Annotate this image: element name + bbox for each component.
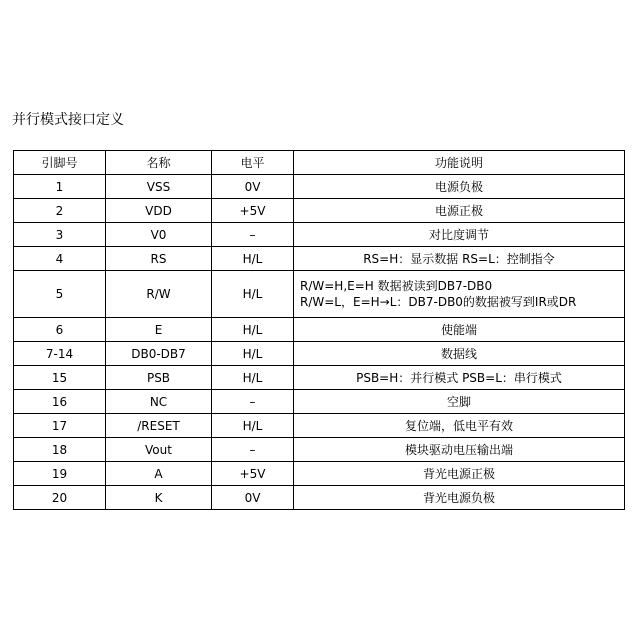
pin-name-cell: RS xyxy=(106,247,212,271)
function-text: 电源负极 xyxy=(434,179,483,194)
level-cell: H/L xyxy=(212,366,294,390)
table-row xyxy=(14,414,625,438)
pin-number-cell: 4 xyxy=(14,247,106,271)
table-row xyxy=(14,390,625,414)
pin-number-cell: 17 xyxy=(14,414,106,438)
table-row xyxy=(14,318,625,342)
header-level: 电平 xyxy=(212,151,294,175)
level-cell: +5V xyxy=(212,462,294,486)
level-cell: +5V xyxy=(212,199,294,223)
header-function: 功能说明 xyxy=(294,151,625,175)
level-cell: 0V xyxy=(212,175,294,199)
function-text: R/W=H,E=H 数据被读到DB7-DB0 xyxy=(300,279,493,293)
pin-number-cell: 16 xyxy=(14,390,106,414)
table-row xyxy=(14,199,625,223)
function-text: 背光电源负极 xyxy=(422,490,495,505)
pin-number-cell: 19 xyxy=(14,462,106,486)
function-cell xyxy=(294,390,625,414)
table-row xyxy=(14,342,625,366)
pin-name-cell: DB0-DB7 xyxy=(106,342,212,366)
function-cell xyxy=(294,486,625,510)
function-cell xyxy=(294,462,625,486)
function-text: RS=H：显示数据 RS=L：控制指令 xyxy=(363,251,555,266)
function-cell xyxy=(294,199,625,223)
pin-number-cell: 15 xyxy=(14,366,106,390)
pin-name-cell: /RESET xyxy=(106,414,212,438)
function-cell xyxy=(294,414,625,438)
function-cell xyxy=(294,247,625,271)
function-text: PSB=H：并行模式 PSB=L：串行模式 xyxy=(356,370,562,385)
pin-name-cell: VSS xyxy=(106,175,212,199)
pin-number-cell: 20 xyxy=(14,486,106,510)
table-body xyxy=(14,175,625,510)
table-row xyxy=(14,271,625,318)
level-cell: – xyxy=(212,223,294,247)
header-row xyxy=(14,151,625,175)
header-name: 名称 xyxy=(106,151,212,175)
pin-name-cell: R/W xyxy=(106,271,212,318)
level-cell: H/L xyxy=(212,342,294,366)
table-header xyxy=(14,151,625,175)
function-text: 对比度调节 xyxy=(428,227,489,242)
function-cell xyxy=(294,318,625,342)
level-cell: H/L xyxy=(212,247,294,271)
pin-number-cell: 6 xyxy=(14,318,106,342)
pin-number-cell: 2 xyxy=(14,199,106,223)
pin-name-cell: Vout xyxy=(106,438,212,462)
function-cell xyxy=(294,366,625,390)
pin-name-cell: V0 xyxy=(106,223,212,247)
table-row xyxy=(14,438,625,462)
table-row xyxy=(14,486,625,510)
level-cell: – xyxy=(212,390,294,414)
pin-definition-table xyxy=(13,150,625,510)
header-pin-number: 引脚号 xyxy=(14,151,106,175)
document-title: 并行模式接口定义 xyxy=(12,112,124,128)
function-cell xyxy=(294,438,625,462)
function-cell xyxy=(294,342,625,366)
function-text: 空脚 xyxy=(446,394,471,409)
pin-number-cell: 5 xyxy=(14,271,106,318)
function-text: 使能端 xyxy=(440,322,477,337)
pin-name-cell: VDD xyxy=(106,199,212,223)
function-cell xyxy=(294,271,625,318)
function-text: 复位端，低电平有效 xyxy=(404,418,513,433)
pin-name-cell: PSB xyxy=(106,366,212,390)
function-text: 数据线 xyxy=(440,346,477,361)
pin-number-cell: 1 xyxy=(14,175,106,199)
level-cell: H/L xyxy=(212,318,294,342)
table-row xyxy=(14,223,625,247)
pin-name-cell: NC xyxy=(106,390,212,414)
function-text: R/W=L，E=H→L：DB7-DB0的数据被写到IR或DR xyxy=(300,295,577,309)
level-cell: H/L xyxy=(212,414,294,438)
table-row xyxy=(14,247,625,271)
function-text: 模块驱动电压输出端 xyxy=(404,442,513,457)
function-text: 背光电源正极 xyxy=(422,466,495,481)
level-cell: H/L xyxy=(212,271,294,318)
pin-name-cell: E xyxy=(106,318,212,342)
table-row xyxy=(14,175,625,199)
table-row xyxy=(14,462,625,486)
pin-name-cell: K xyxy=(106,486,212,510)
function-cell xyxy=(294,175,625,199)
pin-name-cell: A xyxy=(106,462,212,486)
pin-number-cell: 18 xyxy=(14,438,106,462)
level-cell: 0V xyxy=(212,486,294,510)
pin-number-cell: 7-14 xyxy=(14,342,106,366)
function-cell xyxy=(294,223,625,247)
level-cell: – xyxy=(212,438,294,462)
function-text: 电源正极 xyxy=(434,203,483,218)
pin-number-cell: 3 xyxy=(14,223,106,247)
table-row xyxy=(14,366,625,390)
